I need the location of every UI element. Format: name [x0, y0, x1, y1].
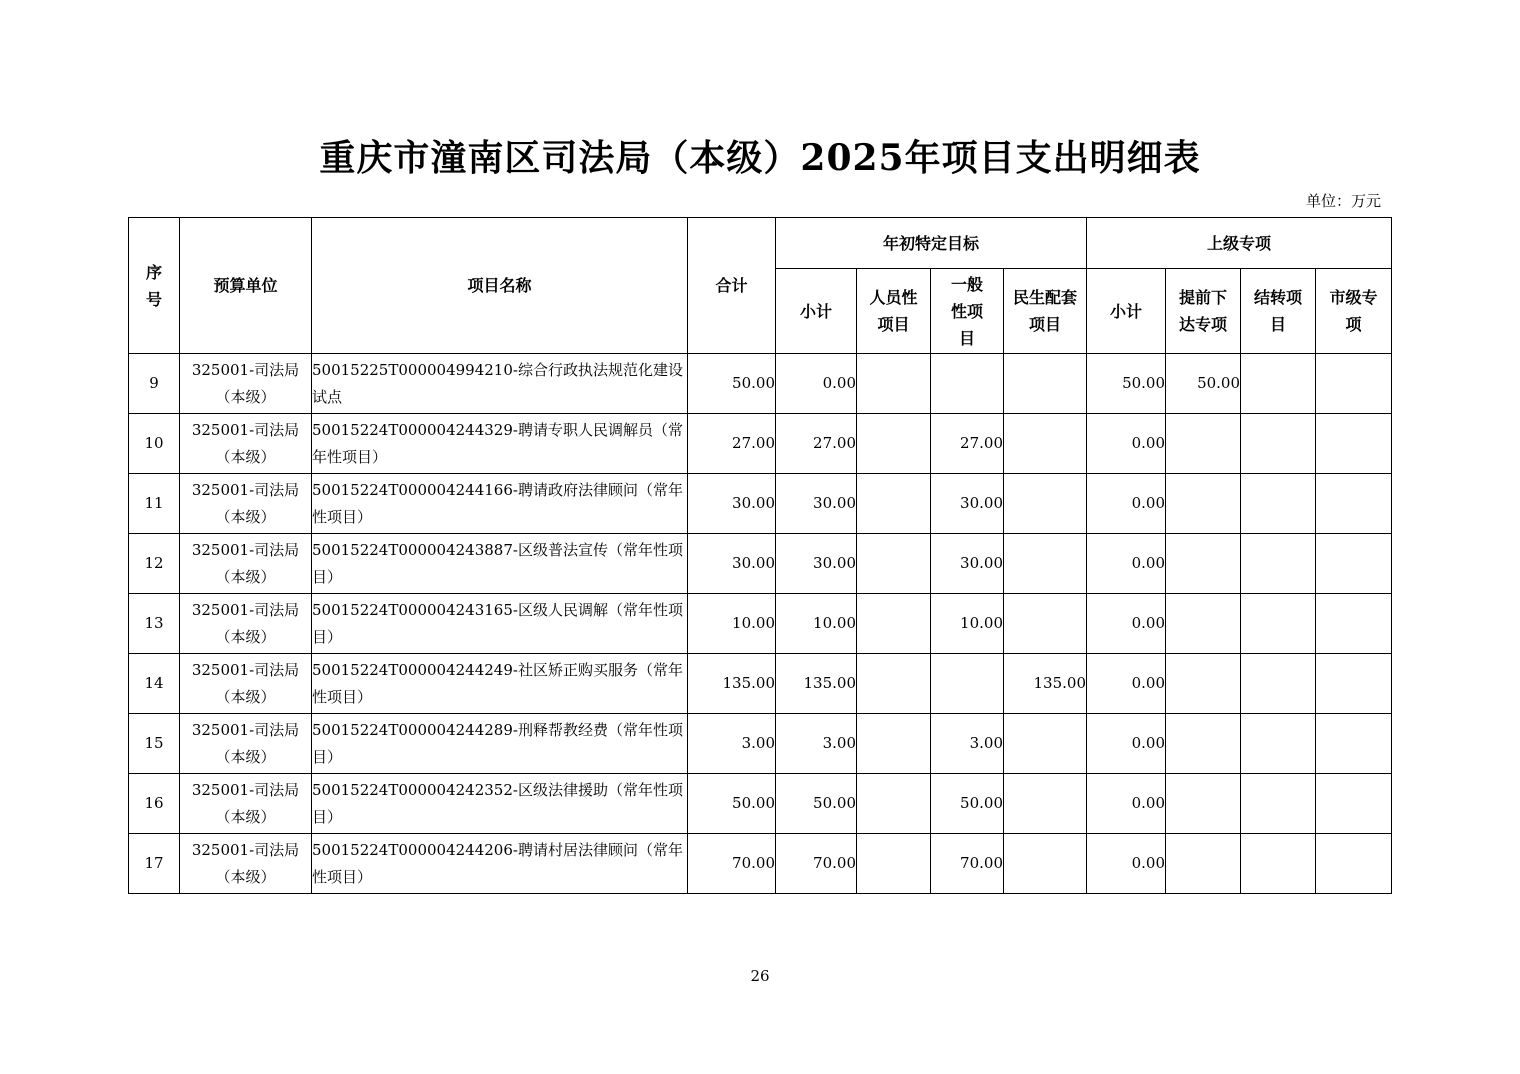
table-body	[129, 354, 1392, 894]
unit-label: 单位：万元	[1305, 192, 1381, 210]
cell-total: 30.00	[688, 534, 776, 594]
cell-superior-subtotal: 0.00	[1087, 594, 1166, 654]
cell-general: 70.00	[931, 834, 1004, 894]
cell-budget-unit: 325001-司法局（本级）	[180, 774, 312, 834]
cell-total: 70.00	[688, 834, 776, 894]
cell-general	[931, 354, 1004, 414]
header-row	[129, 218, 1392, 269]
cell-livelihood: 135.00	[1004, 654, 1087, 714]
page-title: 重庆市潼南区司法局（本级）2025年项目支出明细表	[319, 137, 1201, 179]
page-number: 26	[750, 967, 770, 985]
cell-seq: 10	[129, 414, 180, 474]
header-total: 合计	[688, 218, 776, 354]
cell-seq: 11	[129, 474, 180, 534]
cell-general	[931, 654, 1004, 714]
table-row	[129, 654, 1392, 714]
cell-general: 30.00	[931, 534, 1004, 594]
cell-municipal	[1316, 414, 1392, 474]
cell-advance	[1166, 414, 1241, 474]
budget-table	[128, 217, 1392, 894]
header-superior-subtotal: 小计	[1087, 269, 1166, 354]
cell-superior-subtotal: 0.00	[1087, 534, 1166, 594]
header-annual-subtotal: 小计	[776, 269, 857, 354]
cell-personnel	[857, 534, 931, 594]
cell-general: 30.00	[931, 474, 1004, 534]
header-superior-group: 上级专项	[1087, 218, 1392, 269]
header-livelihood: 民生配套项目	[1004, 269, 1087, 354]
cell-general: 27.00	[931, 414, 1004, 474]
table-row	[129, 534, 1392, 594]
header-general: 一般性项目	[931, 269, 1004, 354]
cell-personnel	[857, 354, 931, 414]
cell-carryover	[1241, 834, 1316, 894]
table-header	[129, 218, 1392, 354]
header-budget-unit: 预算单位	[180, 218, 312, 354]
table-row	[129, 714, 1392, 774]
cell-carryover	[1241, 354, 1316, 414]
cell-livelihood	[1004, 474, 1087, 534]
cell-budget-unit: 325001-司法局（本级）	[180, 714, 312, 774]
header-advance: 提前下达专项	[1166, 269, 1241, 354]
cell-personnel	[857, 474, 931, 534]
cell-superior-subtotal: 0.00	[1087, 714, 1166, 774]
cell-municipal	[1316, 594, 1392, 654]
cell-livelihood	[1004, 834, 1087, 894]
cell-carryover	[1241, 774, 1316, 834]
cell-annual-subtotal: 30.00	[776, 474, 857, 534]
cell-advance	[1166, 534, 1241, 594]
cell-total: 50.00	[688, 354, 776, 414]
cell-project-name: 50015224T000004242352-区级法律援助（常年性项目）	[312, 774, 688, 834]
cell-livelihood	[1004, 534, 1087, 594]
cell-annual-subtotal: 10.00	[776, 594, 857, 654]
header-seq: 序号	[129, 218, 180, 354]
cell-livelihood	[1004, 594, 1087, 654]
table-row	[129, 834, 1392, 894]
cell-municipal	[1316, 474, 1392, 534]
cell-advance	[1166, 834, 1241, 894]
table-row	[129, 774, 1392, 834]
cell-total: 10.00	[688, 594, 776, 654]
cell-superior-subtotal: 0.00	[1087, 474, 1166, 534]
cell-livelihood	[1004, 354, 1087, 414]
cell-budget-unit: 325001-司法局（本级）	[180, 474, 312, 534]
cell-project-name: 50015224T000004244166-聘请政府法律顾问（常年性项目）	[312, 474, 688, 534]
cell-budget-unit: 325001-司法局（本级）	[180, 354, 312, 414]
cell-annual-subtotal: 0.00	[776, 354, 857, 414]
cell-municipal	[1316, 834, 1392, 894]
cell-annual-subtotal: 27.00	[776, 414, 857, 474]
cell-annual-subtotal: 3.00	[776, 714, 857, 774]
cell-annual-subtotal: 70.00	[776, 834, 857, 894]
cell-carryover	[1241, 414, 1316, 474]
cell-carryover	[1241, 534, 1316, 594]
cell-general: 50.00	[931, 774, 1004, 834]
cell-total: 27.00	[688, 414, 776, 474]
table-row	[129, 354, 1392, 414]
cell-seq: 16	[129, 774, 180, 834]
cell-livelihood	[1004, 714, 1087, 774]
cell-superior-subtotal: 50.00	[1087, 354, 1166, 414]
cell-personnel	[857, 714, 931, 774]
cell-carryover	[1241, 714, 1316, 774]
cell-municipal	[1316, 714, 1392, 774]
cell-carryover	[1241, 594, 1316, 654]
cell-municipal	[1316, 534, 1392, 594]
cell-carryover	[1241, 474, 1316, 534]
header-annual-group: 年初特定目标	[776, 218, 1087, 269]
cell-total: 50.00	[688, 774, 776, 834]
cell-personnel	[857, 654, 931, 714]
cell-superior-subtotal: 0.00	[1087, 414, 1166, 474]
cell-project-name: 50015224T000004243165-区级人民调解（常年性项目）	[312, 594, 688, 654]
cell-project-name: 50015225T000004994210-综合行政执法规范化建设试点	[312, 354, 688, 414]
cell-advance: 50.00	[1166, 354, 1241, 414]
cell-advance	[1166, 474, 1241, 534]
cell-seq: 12	[129, 534, 180, 594]
cell-carryover	[1241, 654, 1316, 714]
cell-seq: 17	[129, 834, 180, 894]
cell-general: 10.00	[931, 594, 1004, 654]
cell-personnel	[857, 594, 931, 654]
header-project-name: 项目名称	[312, 218, 688, 354]
cell-advance	[1166, 774, 1241, 834]
cell-seq: 15	[129, 714, 180, 774]
cell-total: 135.00	[688, 654, 776, 714]
cell-budget-unit: 325001-司法局（本级）	[180, 594, 312, 654]
cell-total: 3.00	[688, 714, 776, 774]
cell-project-name: 50015224T000004244329-聘请专职人民调解员（常年性项目）	[312, 414, 688, 474]
cell-seq: 13	[129, 594, 180, 654]
cell-budget-unit: 325001-司法局（本级）	[180, 414, 312, 474]
cell-livelihood	[1004, 414, 1087, 474]
cell-personnel	[857, 834, 931, 894]
cell-seq: 14	[129, 654, 180, 714]
cell-project-name: 50015224T000004244206-聘请村居法律顾问（常年性项目）	[312, 834, 688, 894]
table-row	[129, 594, 1392, 654]
cell-seq: 9	[129, 354, 180, 414]
cell-budget-unit: 325001-司法局（本级）	[180, 654, 312, 714]
cell-budget-unit: 325001-司法局（本级）	[180, 534, 312, 594]
cell-general: 3.00	[931, 714, 1004, 774]
cell-project-name: 50015224T000004243887-区级普法宣传（常年性项目）	[312, 534, 688, 594]
cell-project-name: 50015224T000004244249-社区矫正购买服务（常年性项目）	[312, 654, 688, 714]
cell-personnel	[857, 774, 931, 834]
table-row	[129, 474, 1392, 534]
cell-superior-subtotal: 0.00	[1087, 834, 1166, 894]
header-carryover: 结转项目	[1241, 269, 1316, 354]
cell-personnel	[857, 414, 931, 474]
cell-livelihood	[1004, 774, 1087, 834]
header-personnel: 人员性项目	[857, 269, 931, 354]
cell-annual-subtotal: 135.00	[776, 654, 857, 714]
cell-advance	[1166, 714, 1241, 774]
header-municipal: 市级专项	[1316, 269, 1392, 354]
cell-municipal	[1316, 774, 1392, 834]
cell-annual-subtotal: 30.00	[776, 534, 857, 594]
cell-annual-subtotal: 50.00	[776, 774, 857, 834]
cell-municipal	[1316, 354, 1392, 414]
cell-project-name: 50015224T000004244289-刑释帮教经费（常年性项目）	[312, 714, 688, 774]
cell-advance	[1166, 654, 1241, 714]
cell-total: 30.00	[688, 474, 776, 534]
cell-municipal	[1316, 654, 1392, 714]
cell-advance	[1166, 594, 1241, 654]
cell-superior-subtotal: 0.00	[1087, 654, 1166, 714]
cell-budget-unit: 325001-司法局（本级）	[180, 834, 312, 894]
cell-superior-subtotal: 0.00	[1087, 774, 1166, 834]
table-row	[129, 414, 1392, 474]
